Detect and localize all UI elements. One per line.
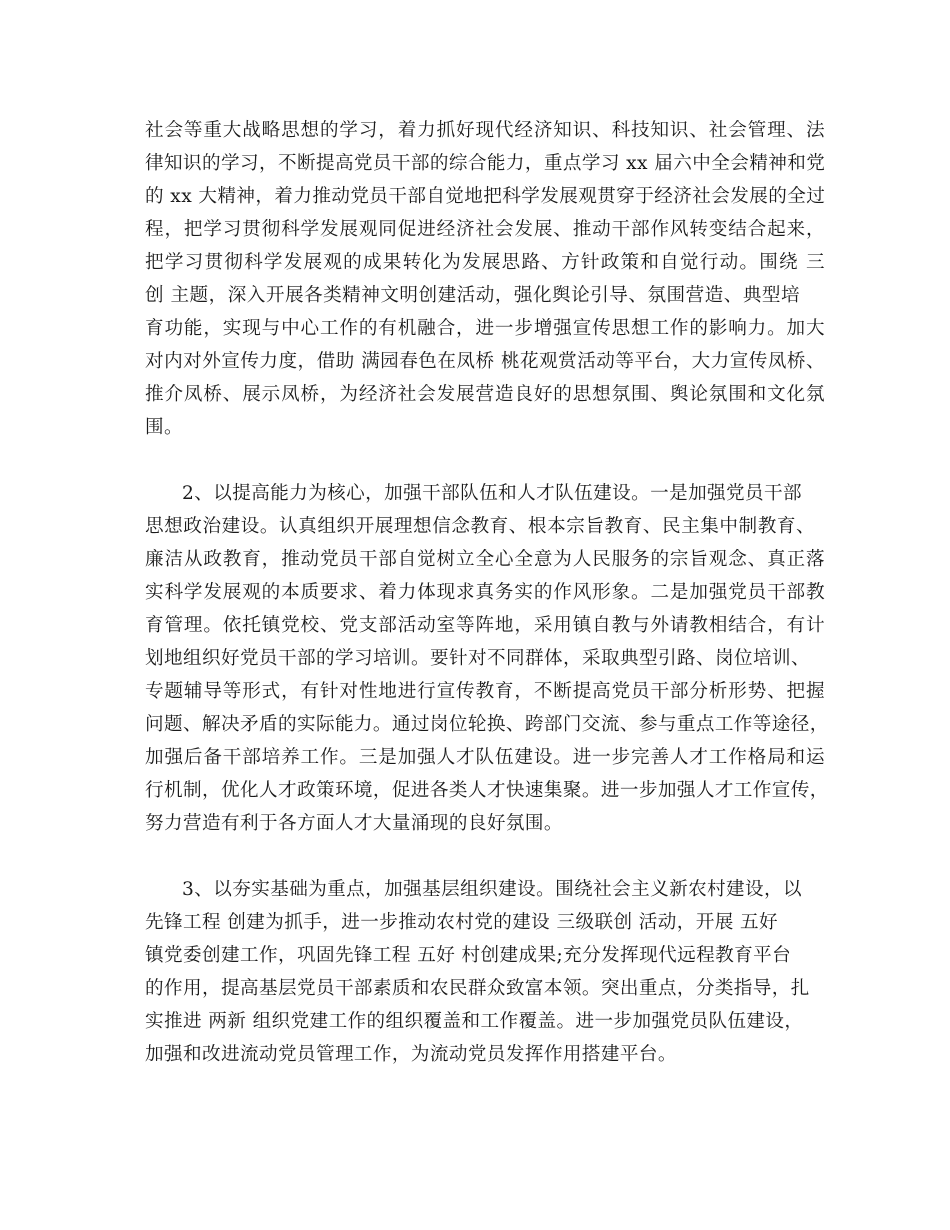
text-line: 创 主题，深入开展各类精神文明创建活动，强化舆论引导、氛围营造、典型培: [145, 285, 800, 306]
text-line: 专题辅导等形式，有针对性地进行宣传教育，不断提高党员干部分析形势、把握: [145, 681, 825, 702]
text-line: 对内对外宣传力度，借助 满园春色在凤桥 桃花观赏活动等平台，大力宣传凤桥、: [145, 351, 825, 372]
text-line: 思想政治建设。认真组织开展理想信念教育、根本宗旨教育、民主集中制教育、: [145, 516, 815, 537]
text-line: 推介凤桥、展示凤桥，为经济社会发展营造良好的思想氛围、舆论氛围和文化氛: [145, 384, 825, 405]
text-line: 加强后备干部培养工作。三是加强人才队伍建设。进一步完善人才工作格局和运: [145, 747, 825, 768]
text-line: 实推进 两新 组织党建工作的组织覆盖和工作覆盖。进一步加强党员队伍建设，: [145, 1011, 804, 1032]
text-line: 围。: [145, 417, 183, 438]
text-line: 镇党委创建工作，巩固先锋工程 五好 村创建成果;充分发挥现代远程教育平台: [145, 945, 792, 966]
text-line: 先锋工程 创建为抓手，进一步推动农村党的建设 三级联创 活动，开展 五好: [145, 912, 779, 933]
text-line: 行机制，优化人才政策环境，促进各类人才快速集聚。进一步加强人才工作宣传，: [145, 780, 829, 801]
text-line: 律知识的学习，不断提高党员干部的综合能力，重点学习 xx 届六中全会精神和党: [145, 153, 826, 174]
text-line: 把学习贯彻科学发展观的成果转化为发展思路、方针政策和自觉行动。围绕 三: [145, 252, 825, 273]
text-line: 程，把学习贯彻科学发展观同促进经济社会发展、推动干部作风转变结合起来，: [145, 219, 825, 240]
text-line: 加强和改进流动党员管理工作，为流动党员发挥作用搭建平台。: [145, 1044, 677, 1065]
text-line: 的作用，提高基层党员干部素质和农民群众致富本领。突出重点，分类指导，扎: [145, 978, 810, 999]
text-line: 划地组织好党员干部的学习培训。要针对不同群体，采取典型引路、岗位培训、: [145, 648, 810, 669]
text-line: 育功能，实现与中心工作的有机融合，进一步增强宣传思想工作的影响力。加大: [145, 318, 825, 339]
paragraph-heading-3: 3、以夯实基础为重点，加强基层组织建设。围绕社会主义新农村建设，以: [182, 879, 803, 900]
text-line: 廉洁从政教育，推动党员干部自觉树立全心全意为人民服务的宗旨观念、真正落: [145, 549, 825, 570]
paragraph-heading-2: 2、以提高能力为核心，加强干部队伍和人才队伍建设。一是加强党员干部: [182, 483, 803, 504]
text-line: 社会等重大战略思想的学习，着力抓好现代经济知识、科技知识、社会管理、法: [145, 120, 825, 141]
text-line: 努力营造有利于各方面人才大量涌现的良好氛围。: [145, 813, 563, 834]
text-line: 的 xx 大精神，着力推动党员干部自觉地把科学发展观贯穿于经济社会发展的全过: [145, 186, 826, 207]
text-line: 问题、解决矛盾的实际能力。通过岗位轮换、跨部门交流、参与重点工作等途径，: [145, 714, 829, 735]
text-line: 实科学发展观的本质要求、着力体现求真务实的作风形象。二是加强党员干部教: [145, 582, 825, 603]
text-line: 育管理。依托镇党校、党支部活动室等阵地，采用镇自教与外请教相结合，有计: [145, 615, 825, 636]
